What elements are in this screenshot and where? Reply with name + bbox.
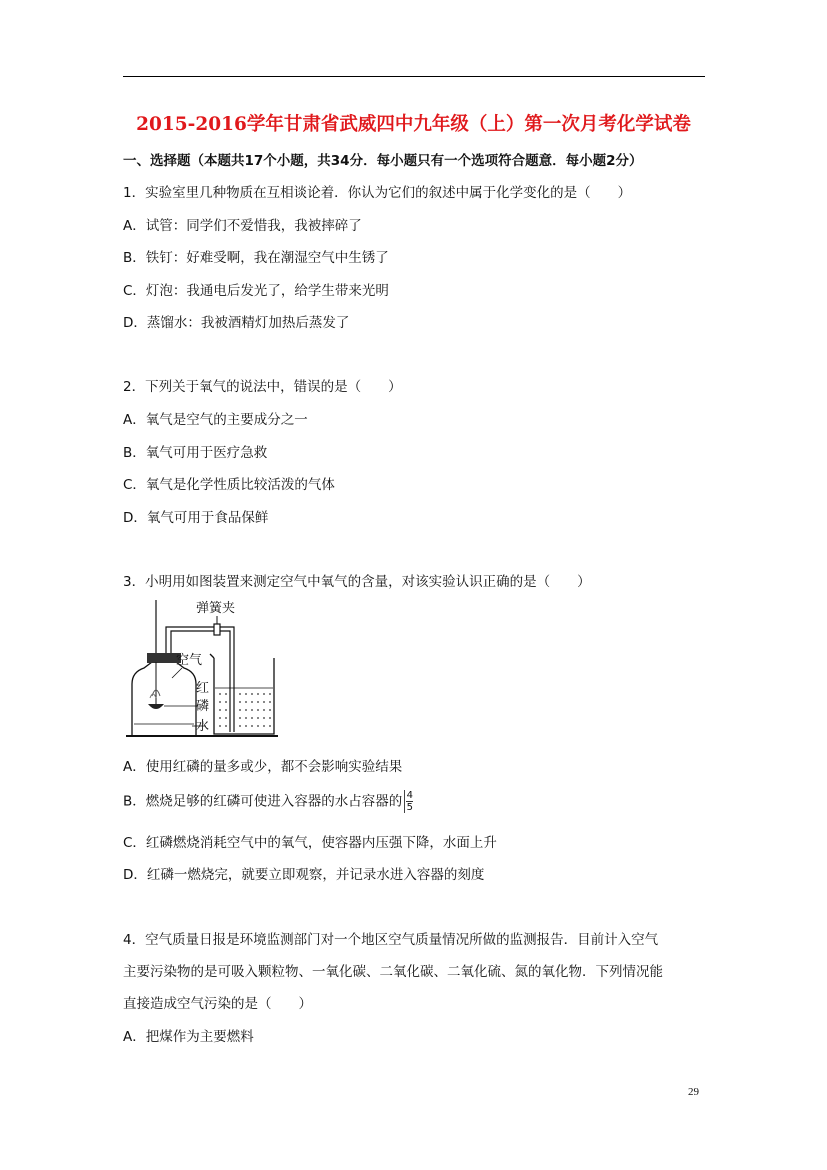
apparatus-figure <box>126 598 278 740</box>
page-number: 29 <box>688 1086 699 1098</box>
question-1-stem: 1．实验室里几种物质在互相谈论着．你认为它们的叙述中属于化学变化的是（ ） <box>123 185 632 201</box>
question-4-stem-line-1: 4．空气质量日报是环境监测部门对一个地区空气质量情况所做的监测报告．目前计入空气 <box>123 932 659 948</box>
question-1-option-a: A．试管：同学们不爱惜我，我被摔碎了 <box>123 218 362 234</box>
question-2-option-d: D．氧气可用于食品保鲜 <box>123 510 269 526</box>
question-3-option-d: D．红磷一燃烧完，就要立即观察，并记录水进入容器的刻度 <box>123 867 485 883</box>
question-3-option-b-wrapper <box>123 790 413 813</box>
question-1-option-b: B．铁钉：好难受啊，我在潮湿空气中生锈了 <box>123 250 389 266</box>
label-air: 空气 <box>176 653 203 668</box>
question-3-stem: 3．小明用如图装置来测定空气中氧气的含量，对该实验认识正确的是（ ） <box>123 574 591 590</box>
question-3-option-a: A．使用红磷的量多或少，都不会影响实验结果 <box>123 759 403 775</box>
label-phosphorus: 红 <box>196 681 210 696</box>
question-2-option-c: C．氧气是化学性质比较活泼的气体 <box>123 477 335 493</box>
question-2-stem: 2．下列关于氧气的说法中，错误的是（ ） <box>123 379 402 395</box>
header-rule <box>123 76 705 77</box>
question-1-option-d: D．蒸馏水：我被酒精灯加热后蒸发了 <box>123 315 350 331</box>
label-clip: 弹簧夹 <box>196 601 236 616</box>
question-4-option-a: A．把煤作为主要燃料 <box>123 1029 254 1045</box>
question-3-option-c: C．红磷燃烧消耗空气中的氧气，使容器内压强下降，水面上升 <box>123 835 497 851</box>
fraction-numerator: 4 <box>406 790 413 801</box>
fraction-denominator: 5 <box>406 802 413 813</box>
question-1-option-c: C．灯泡：我通电后发光了，给学生带来光明 <box>123 283 389 299</box>
question-2-option-a: A．氧气是空气的主要成分之一 <box>123 412 308 428</box>
question-4-stem-line-2: 主要污染物的是可吸入颗粒物、一氧化碳、二氧化碳、二氧化硫、氮的氧化物．下列情况能 <box>123 964 663 980</box>
question-4-stem-line-3: 直接造成空气污染的是（ ） <box>123 996 312 1012</box>
label-phosphorus-2: 磷 <box>196 699 210 714</box>
label-water: 水 <box>196 719 210 734</box>
question-2-option-b: B．氧气可用于医疗急救 <box>123 445 268 461</box>
apparatus-diagram <box>126 598 278 740</box>
question-3-option-b: B．燃烧足够的红磷可使进入容器的水占容器的 <box>123 793 403 810</box>
page-title: 2015-2016学年甘肃省武威四中九年级（上）第一次月考化学试卷 <box>136 114 691 135</box>
section-heading: 一、选择题（本题共17个小题，共34分．每小题只有一个选项符合题意．每小题2分） <box>123 153 643 169</box>
fraction-four-fifths <box>404 790 413 813</box>
